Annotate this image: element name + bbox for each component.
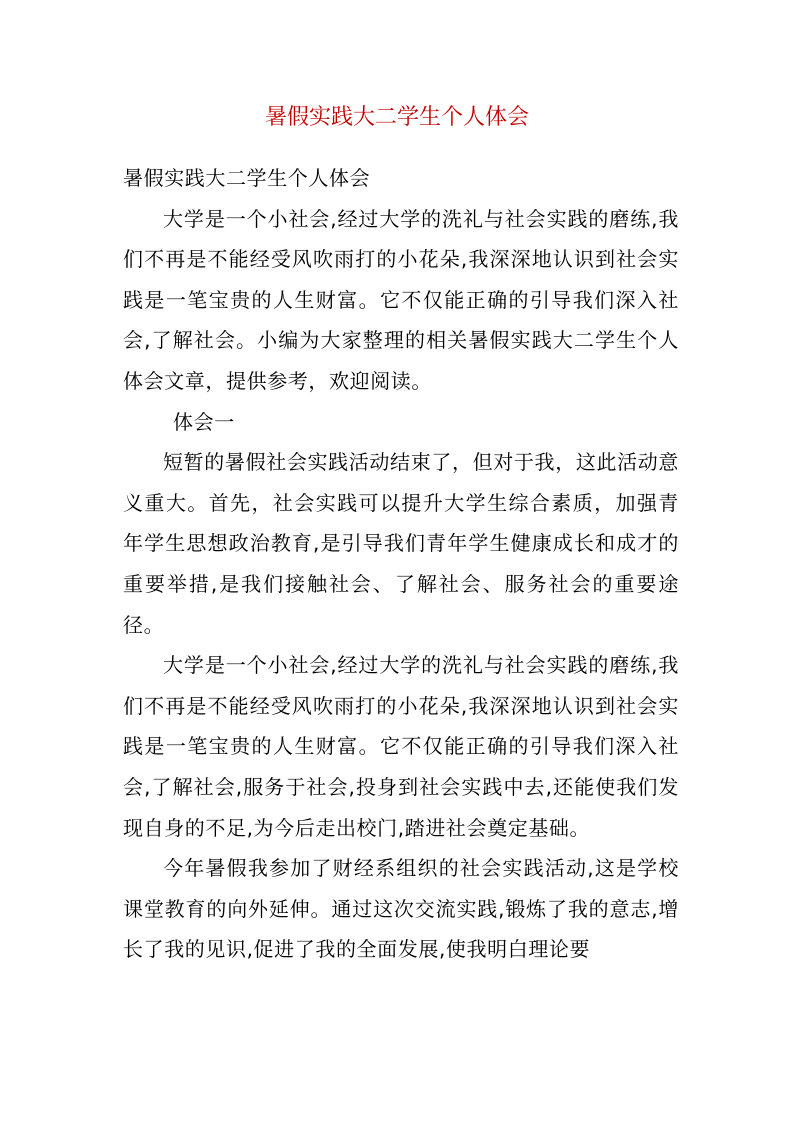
- section-heading: 体会一: [173, 409, 235, 434]
- document-title: 暑假实践大二学生个人体会: [264, 105, 529, 130]
- document-subtitle: 暑假实践大二学生个人体会: [123, 166, 371, 190]
- document-body: [123, 158, 679, 970]
- body-paragraph: 大学是一个小社会,经过大学的洗礼与社会实践的磨练,我们不再是不能经受风吹雨打的小花朵,我深深地认识到社会实践是一笔宝贵的人生财富。它不仅能正确的引导我们深入社会,了解社会,服务于社会,投身到社会实践中去,还能使我们发现自身的不足,为今后走出校门,踏进社会奠定基础。: [123, 653, 679, 840]
- intro-paragraph: 大学是一个小社会,经过大学的洗礼与社会实践的磨练,我们不再是不能经受风吹雨打的小花朵,我深深地认识到社会实践是一笔宝贵的人生财富。它不仅能正确的引导我们深入社会,了解社会。小编为大家整理的相关暑假实践大二学生个人体会文章，提供参考，欢迎阅读。: [123, 206, 679, 393]
- body-paragraph: 今年暑假我参加了财经系组织的社会实践活动,这是学校课堂教育的向外延伸。通过这次交流实践,锻炼了我的意志,增长了我的见识,促进了我的全面发展,使我明白理论要: [123, 856, 679, 962]
- body-paragraph: 短暂的暑假社会实践活动结束了，但对于我，这此活动意义重大。首先，社会实践可以提升大学生综合素质，加强青年学生思想政治教育,是引导我们青年学生健康成长和成才的重要举措,是我们接触社会、了解社会、服务社会的重要途径。: [123, 450, 679, 637]
